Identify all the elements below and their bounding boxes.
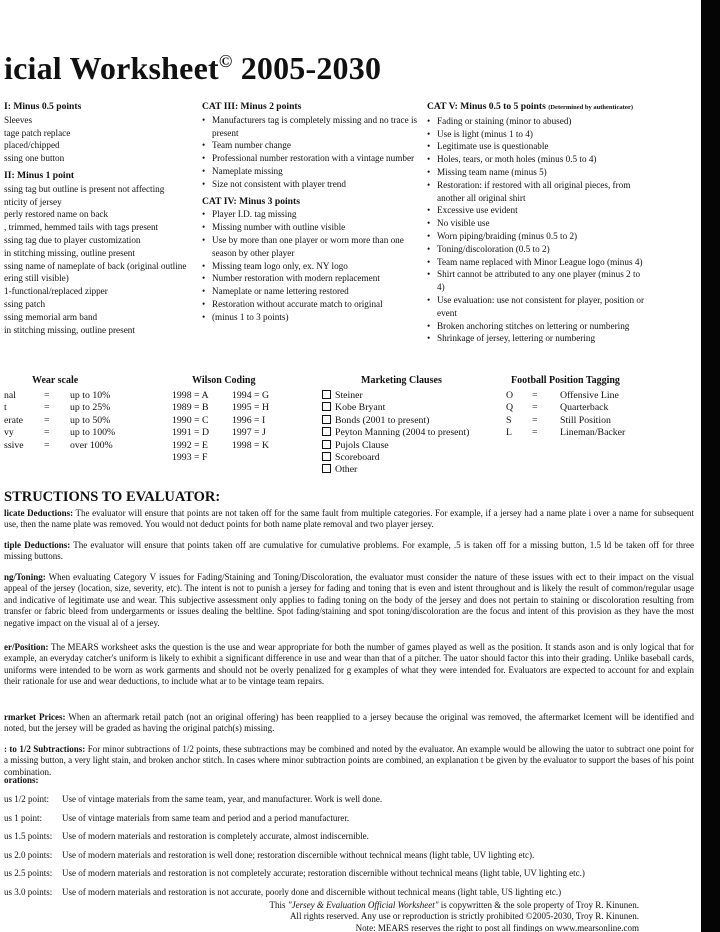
- restoration-text: Use of vintage materials from same team and period and a period manufacturer.: [62, 812, 350, 823]
- restoration-text: Use of modern materials and restoration is not accurate, poorly done and discernible without technical means (light table, US lighting etc.): [62, 887, 562, 897]
- category-item: • Restoration without accurate match to original: [202, 298, 420, 311]
- footer-line-1-post: is copywritten & the sole property of Troy R. Kinunen.: [438, 900, 639, 910]
- wilson-code: 1990 = C: [172, 414, 209, 426]
- marketing-clause-item: [322, 402, 469, 414]
- wear-value: up to 100%: [70, 427, 116, 439]
- checkbox-icon: [322, 415, 331, 424]
- equals-sign: =: [532, 390, 538, 401]
- restoration-label: us 2.5 points:: [4, 868, 53, 879]
- football-tagging-title: Football Position Tagging: [511, 375, 620, 386]
- wear-scale-row: [4, 402, 115, 414]
- restoration-row: [4, 794, 382, 804]
- category-item: • Use is light (minus 1 to 4): [427, 128, 649, 141]
- wear-scale-row: [4, 427, 115, 439]
- marketing-clause-label: Pujols Clause: [335, 439, 389, 451]
- paragraph-heading: er/Position:: [4, 642, 49, 652]
- equals-sign: =: [532, 427, 538, 439]
- category-item: • Restoration: if restored with all original pieces, from another all original shirt: [427, 179, 649, 205]
- category-item: • (minus 1 to 3 points): [202, 311, 420, 324]
- paragraph-text: For minor subtractions of 1/2 points, these subtractions may be combined and noted by the evaluator. An example would be allowing the uator to subtract one point for a missing button, a very light stain, and broken anchor stitch. In cases where minor subtraction points are combined, an explanation t be given by the evaluator to support the bases of his point combination.: [4, 744, 695, 777]
- category-item: ssing one button: [4, 153, 65, 164]
- category-item: ssing tag due to player customization: [4, 234, 141, 245]
- category-column-middle: [202, 101, 420, 324]
- category-item: tage patch replace: [4, 127, 71, 138]
- paragraph-text: The MEARS worksheet asks the question is the use and wear appropriate for both the number of games played as well as the position. It stands ason and is only logical that for example, an everyday catcher's uniform is likely to exhibit a significant difference in use and wear than that of a pitcher. The uator should factor this into their grading. Unlike baseball cards, uniforms were intended to be worn as work garments and should not be overly penalized for g examples of what they were intended for. Evaluators are expected to account for and explain their rationale for use and wear deductions, to include what ar to be vintage team repairs.: [4, 642, 694, 687]
- marketing-clause-item: [322, 464, 469, 476]
- paragraph-heading: ng/Toning:: [4, 572, 46, 582]
- category-item: • Excessive use evident: [427, 204, 649, 217]
- equals-sign: =: [44, 390, 50, 401]
- checkbox-icon: [322, 464, 331, 473]
- wilson-code: 1993 = F: [172, 452, 208, 464]
- wear-level: erate: [4, 414, 24, 426]
- category-item: in stitching missing, outline present: [4, 247, 135, 258]
- wear-level: nal: [4, 390, 16, 401]
- instruction-paragraph: [4, 642, 694, 688]
- title-years: 2005-2030: [240, 50, 382, 86]
- instruction-paragraph: [4, 744, 694, 778]
- checkbox-icon: [322, 402, 331, 411]
- football-tag-row: [506, 402, 625, 414]
- restoration-row: [4, 868, 585, 878]
- restorations-title: orations:: [4, 775, 39, 785]
- category-item: • Broken anchoring stitches on lettering or numbering: [427, 320, 649, 333]
- footer-line-1-pre: This: [269, 900, 288, 910]
- category-item: , trimmed, hemmed tails with tags present: [4, 222, 159, 233]
- page-title: [4, 50, 381, 87]
- wilson-coding-title: Wilson Coding: [192, 375, 256, 386]
- wilson-code: 1995 = H: [232, 402, 270, 414]
- category-heading: II: Minus 1 point: [4, 169, 75, 181]
- wilson-code: 1998 = A: [172, 390, 209, 401]
- instructions-title: STRUCTIONS TO EVALUATOR:: [4, 489, 221, 505]
- category-item: • Holes, tears, or moth holes (minus 0.5 to 4): [427, 153, 649, 166]
- wilson-code: 1998 = K: [232, 439, 270, 451]
- category-heading: I: Minus 0.5 points: [4, 101, 82, 112]
- paragraph-text: When an aftermark retail patch (not an original offering) has been reapplied to a jersey because the original was removed, the aftermarket lcement will be identified and noted, but the jersey will be graded as having the original patch(s) missing.: [4, 712, 694, 734]
- wear-scale-row: [4, 390, 115, 402]
- footer: [270, 900, 639, 932]
- marketing-clause-label: Bonds (2001 to present): [335, 414, 430, 426]
- marketing-clause-item: [322, 452, 469, 464]
- position-code: L: [506, 427, 512, 439]
- marketing-clause-item: [322, 390, 469, 402]
- position-name: Lineman/Backer: [560, 427, 626, 439]
- marketing-clause-label: Kobe Bryant: [335, 402, 386, 414]
- wilson-coding-table: [172, 390, 292, 464]
- wilson-code: 1992 = E: [172, 439, 209, 451]
- wear-level: ssive: [4, 439, 24, 451]
- category-item: • Missing team name (minus 5): [427, 166, 649, 179]
- position-code: O: [506, 390, 514, 401]
- category-item: • Number restoration with modern replacement: [202, 272, 420, 285]
- wilson-code: 1991 = D: [172, 427, 210, 439]
- marketing-clause-item: [322, 440, 469, 452]
- category-item: • Legitimate use is questionable: [427, 140, 649, 153]
- wilson-code: 1997 = J: [232, 427, 266, 439]
- checkbox-icon: [322, 390, 331, 399]
- category-item: • Toning/discoloration (0.5 to 2): [427, 243, 649, 256]
- position-name: Offensive Line: [560, 390, 619, 401]
- marketing-clause-label: Scoreboard: [335, 452, 380, 464]
- category-item: • Size not consistent with player trend: [202, 178, 420, 191]
- category-item: ssing memorial arm band: [4, 311, 98, 322]
- category-item: • Missing team logo only, ex. NY logo: [202, 260, 420, 273]
- category-item: nticity of jersey: [4, 196, 62, 207]
- category-item: Sleeves: [4, 114, 33, 125]
- restoration-text: Use of vintage materials from the same team, year, and manufacturer. Work is well done.: [62, 794, 383, 804]
- wilson-column-2: [232, 390, 292, 464]
- instruction-paragraph: [4, 540, 694, 563]
- category-item: 1-functional/replaced zipper: [4, 286, 108, 297]
- wear-level: t: [4, 402, 7, 414]
- equals-sign: =: [44, 414, 50, 426]
- marketing-clauses-list: [322, 390, 469, 477]
- category-item: • Nameplate missing: [202, 165, 420, 178]
- wear-value: up to 10%: [70, 390, 111, 401]
- paragraph-heading: tiple Deductions:: [4, 540, 71, 550]
- instruction-paragraph: [4, 508, 694, 531]
- wilson-code: 1996 = I: [232, 414, 266, 426]
- category-item: placed/chipped: [4, 140, 60, 151]
- equals-sign: =: [44, 402, 50, 414]
- equals-sign: =: [532, 402, 538, 414]
- marketing-clause-label: Peyton Manning (2004 to present): [335, 427, 470, 439]
- category-item: • Missing number with outline visible: [202, 221, 420, 234]
- category-item: • No visible use: [427, 217, 649, 230]
- restoration-row: [4, 850, 534, 860]
- cat-v-list: [427, 115, 649, 345]
- wear-level: vy: [4, 427, 14, 439]
- category-heading: CAT III: Minus 2 points: [202, 101, 302, 112]
- equals-sign: =: [44, 439, 50, 451]
- restoration-label: us 1.5 points:: [4, 831, 53, 842]
- scan-edge: [701, 0, 720, 932]
- wear-value: up to 25%: [70, 402, 111, 414]
- category-column-left: [4, 101, 194, 336]
- restoration-text: Use of modern materials and restoration is not completely accurate; restoration discernible without technical means (light table, UV lighting etc.): [62, 868, 585, 879]
- category-item: • Fading or staining (minor to abused): [427, 115, 649, 128]
- category-item: • Use evaluation: use not consistent for player, position or event: [427, 294, 649, 320]
- marketing-clause-item: [322, 427, 469, 439]
- category-item: in stitching missing, outline present: [4, 324, 135, 335]
- wear-scale-row: [4, 440, 115, 452]
- category-item: • Player I.D. tag missing: [202, 208, 420, 221]
- category-item: • Shrinkage of jersey, lettering or numbering: [427, 332, 649, 345]
- paragraph-heading: licate Deductions:: [4, 508, 74, 518]
- category-item: • Team name replaced with Minor League logo (minus 4): [427, 256, 649, 269]
- wear-value: up to 50%: [70, 414, 111, 426]
- paragraph-text: The evaluator will ensure that points taken off are cumulative for cumulative problems. For example, .5 is taken off for a missing button, 1.5 ld be taken off for three missing buttons.: [4, 540, 694, 562]
- copyright-symbol: ©: [218, 51, 233, 71]
- category-item: • Professional number restoration with a vintage number: [202, 152, 420, 165]
- wear-scale-table: [4, 390, 115, 452]
- position-name: Quarterback: [560, 402, 609, 414]
- footer-line-1: [270, 900, 639, 911]
- restoration-label: us 1/2 point:: [4, 794, 50, 804]
- title-main: icial Worksheet: [4, 50, 219, 86]
- category-item: perly restored name on back: [4, 209, 109, 220]
- football-tag-row: [506, 427, 625, 439]
- marketing-clause-label: Steiner: [335, 390, 363, 401]
- wilson-code: 1989 = B: [172, 402, 209, 414]
- restoration-row: [4, 813, 349, 823]
- checkbox-icon: [322, 427, 331, 436]
- marketing-clause-item: [322, 415, 469, 427]
- category-item: • Shirt cannot be attributed to any one player (minus 2 to 4): [427, 268, 649, 294]
- instruction-paragraph: [4, 572, 694, 629]
- paragraph-heading: rmarket Prices:: [4, 712, 66, 722]
- footer-worksheet-name: "Jersey & Evaluation Official Worksheet": [287, 900, 439, 910]
- checkbox-icon: [322, 452, 331, 461]
- paragraph-text: The evaluator will ensure that points are not taken off for the same fault from multiple categories. For example, if a jersey had a name plate i over a name for subsequent use, then the name plate was removed. You would not deduct points for both name plate removal and two player jersey.: [4, 508, 694, 530]
- category-column-right: [427, 101, 649, 345]
- category-item: • Nameplate or name lettering restored: [202, 285, 420, 298]
- paragraph-text: When evaluating Category V issues for Fading/Staining and Toning/Discoloration, the evaluator must consider the nature of these issues with ect to their impact on the visual appeal of the jersey (location, size, severity, etc). The intent is not to punish a jersey for fading and toning that is even and istent throughout and is likely the result of common/regular usage and indicative of legitimate use and wear. This subjective assessment only applies to fading toning on the body of the jersey and does not pertain to staining or discoloration resulting from transfer or fabric bleed from undergarments or issues dealing the beltline. Spot fading/staining and spot toning/discoloration are the focus and intent of this provision as they have the most negative impact on the visual al of a jersey.: [4, 572, 694, 628]
- category-item: • Manufacturers tag is completely missing and no trace is present: [202, 114, 420, 140]
- marketing-clause-label: Other: [335, 464, 358, 476]
- wilson-column-1: [172, 390, 232, 464]
- category-item: • Use by more than one player or worn more than one season by other player: [202, 234, 420, 260]
- category-item: ering still visible): [4, 273, 69, 284]
- restoration-row: [4, 887, 561, 897]
- position-code: Q: [506, 402, 514, 414]
- instruction-paragraph: [4, 712, 694, 735]
- restoration-row: [4, 831, 369, 841]
- football-tag-row: [506, 390, 625, 402]
- footer-line-3: Note: MEARS reserves the right to post all findings on www.mearsonline.com: [355, 922, 639, 932]
- position-code: S: [506, 414, 512, 426]
- cat-v-title: CAT V: Minus 0.5 to 5 points: [427, 101, 546, 112]
- restoration-label: us 1 point:: [4, 812, 43, 823]
- restoration-text: Use of modern materials and restoration is well done; restoration discernible without technical means (light table, UV lighting etc).: [62, 849, 535, 860]
- football-tagging-table: [506, 390, 625, 440]
- equals-sign: =: [44, 427, 50, 439]
- category-item: ssing tag but outline is present not affecting: [4, 183, 165, 194]
- wear-scale-row: [4, 415, 115, 427]
- restoration-label: us 2.0 points:: [4, 849, 53, 860]
- checkbox-icon: [322, 440, 331, 449]
- restoration-label: us 3.0 points:: [4, 887, 53, 897]
- category-item: • Team number change: [202, 139, 420, 152]
- equals-sign: =: [532, 414, 538, 426]
- restoration-text: Use of modern materials and restoration is completely accurate, almost indiscernible.: [62, 831, 369, 842]
- cat-v-heading: [427, 101, 649, 115]
- footer-line-2: All rights reserved. Any use or reproduction is strictly prohibited ©2005-2030, Troy R. Kinunen.: [289, 911, 639, 922]
- paragraph-heading: : to 1/2 Subtractions:: [4, 744, 86, 754]
- category-item: ssing name of nameplate of back (original outline: [4, 260, 187, 271]
- wear-scale-title: Wear scale: [32, 375, 79, 386]
- position-name: Still Position: [560, 414, 611, 426]
- marketing-clauses-title: Marketing Clauses: [361, 375, 442, 386]
- category-item: ssing patch: [4, 298, 46, 309]
- cat-v-note: (Determined by authenticator): [548, 104, 634, 111]
- football-tag-row: [506, 415, 625, 427]
- wilson-code: 1994 = G: [232, 390, 270, 401]
- category-heading: CAT IV: Minus 3 points: [202, 195, 300, 207]
- category-item: • Worn piping/braiding (minus 0.5 to 2): [427, 230, 649, 243]
- wear-value: over 100%: [70, 439, 113, 451]
